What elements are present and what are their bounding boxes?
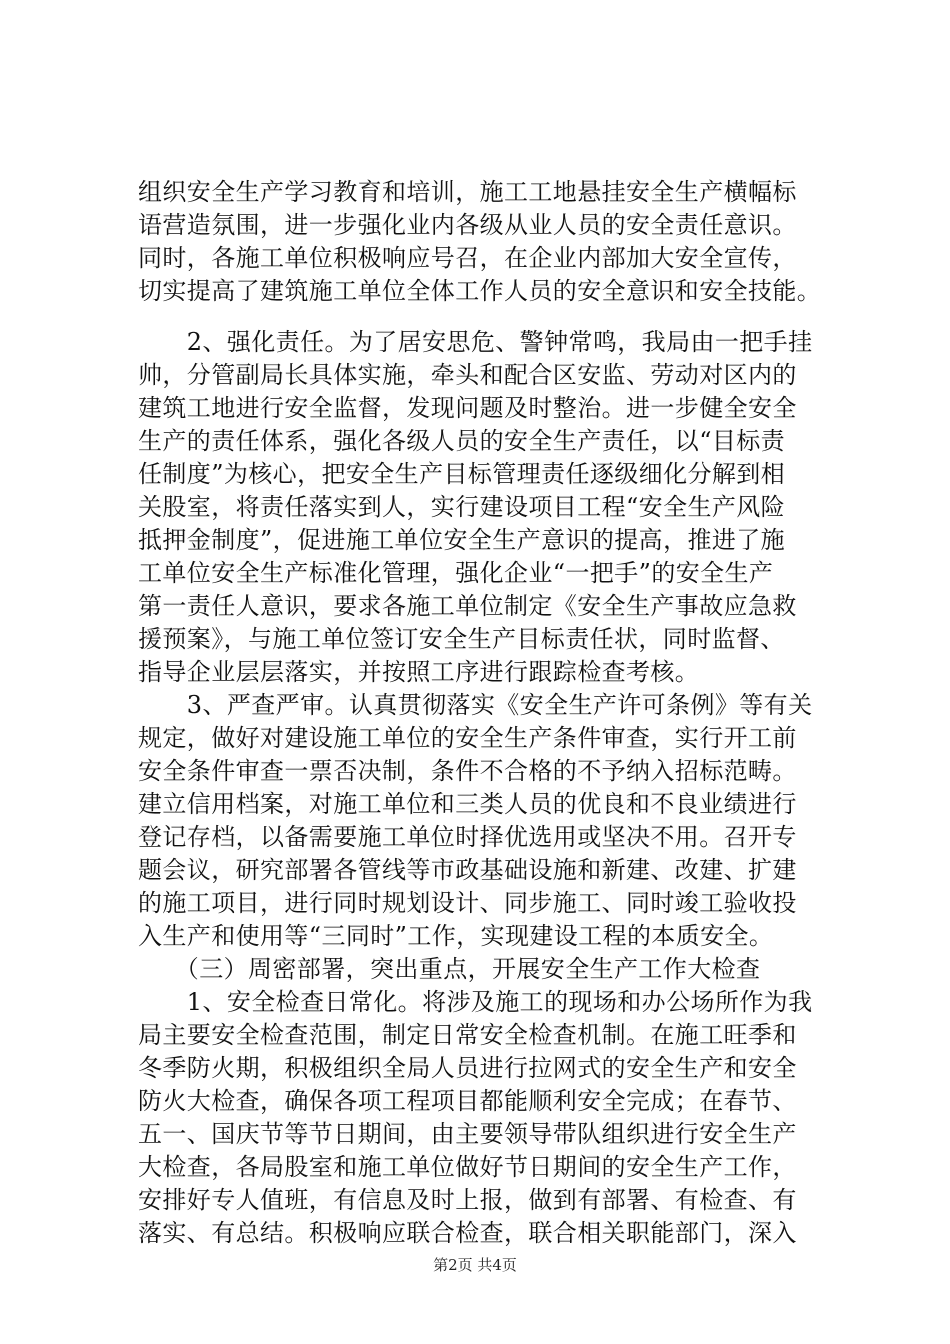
text-line: 援预案》，与施工单位签订安全生产目标责任状，同时监督、 xyxy=(138,625,785,653)
text-line: 组织安全生产学习教育和培训，施工工地悬挂安全生产横幅标 xyxy=(138,178,797,206)
text-line: 落实、有总结。积极响应联合检查，联合相关职能部门，深入 xyxy=(138,1219,797,1247)
text-line: 冬季防火期，积极组织全局人员进行拉网式的安全生产和安全 xyxy=(138,1054,797,1082)
text-line: 抵押金制度”，促进施工单位安全生产意识的提高，推进了施 xyxy=(138,526,786,554)
text-line: 1、安全检查日常化。将涉及施工的现场和办公场所作为我 xyxy=(138,988,813,1016)
text-line: 关股室，将责任落实到人，实行建设项目工程“安全生产风险 xyxy=(138,493,786,521)
text-line: 五一、国庆节等节日期间，由主要领导带队组织进行安全生产 xyxy=(138,1120,797,1148)
text-line: 建立信用档案，对施工单位和三类人员的优良和不良业绩进行 xyxy=(138,790,797,818)
text-line: 工单位安全生产标准化管理，强化企业“一把手”的安全生产 xyxy=(138,559,774,587)
text-line: 大检查，各局股室和施工单位做好节日期间的安全生产工作， xyxy=(138,1153,797,1181)
section-heading: （三）周密部署，突出重点，开展安全生产工作大检查 xyxy=(138,955,761,983)
text-line: 任制度”为核心，把安全生产目标管理责任逐级细化分解到相 xyxy=(138,460,786,488)
text-line: 帅，分管副局长具体实施，牵头和配合区安监、劳动对区内的 xyxy=(138,361,797,389)
text-line: 语营造氛围，进一步强化业内各级从业人员的安全责任意识。 xyxy=(138,211,797,239)
text-line: 3、严查严审。认真贯彻落实《安全生产许可条例》等有关 xyxy=(138,691,813,719)
text-line: 局主要安全检查范围，制定日常安全检查机制。在施工旺季和 xyxy=(138,1021,797,1049)
text-line: 安排好专人值班，有信息及时上报，做到有部署、有检查、有 xyxy=(138,1186,797,1214)
page-number-footer: 第2页 共4页 xyxy=(433,1256,517,1274)
text-line: 防火大检查，确保各项工程项目都能顺利安全完成；在春节、 xyxy=(138,1087,797,1115)
text-line: 安全条件审查一票否决制，条件不合格的不予纳入招标范畴。 xyxy=(138,757,797,785)
text-line: 第一责任人意识，要求各施工单位制定《安全生产事故应急救 xyxy=(138,592,797,620)
text-line: 入生产和使用等“三同时”工作，实现建设工程的本质安全。 xyxy=(138,922,774,950)
text-line: 生产的责任体系，强化各级人员的安全生产责任，以“目标责 xyxy=(138,427,786,455)
text-line: 切实提高了建筑施工单位全体工作人员的安全意识和安全技能。 xyxy=(138,277,822,305)
text-line: 的施工项目，进行同时规划设计、同步施工、同时竣工验收投 xyxy=(138,889,797,917)
text-line: 2、强化责任。为了居安思危、警钟常鸣，我局由一把手挂 xyxy=(138,328,813,356)
text-line: 建筑工地进行安全监督，发现问题及时整治。进一步健全安全 xyxy=(138,394,797,422)
text-line: 同时，各施工单位积极响应号召，在企业内部加大安全宣传， xyxy=(138,244,797,272)
text-line: 题会议，研究部署各管线等市政基础设施和新建、改建、扩建 xyxy=(138,856,797,884)
text-line: 规定，做好对建设施工单位的安全生产条件审查，实行开工前 xyxy=(138,724,797,752)
text-line: 登记存档，以备需要施工单位时择优选用或坚决不用。召开专 xyxy=(138,823,797,851)
text-line: 指导企业层层落实，并按照工序进行跟踪检查考核。 xyxy=(138,658,700,686)
